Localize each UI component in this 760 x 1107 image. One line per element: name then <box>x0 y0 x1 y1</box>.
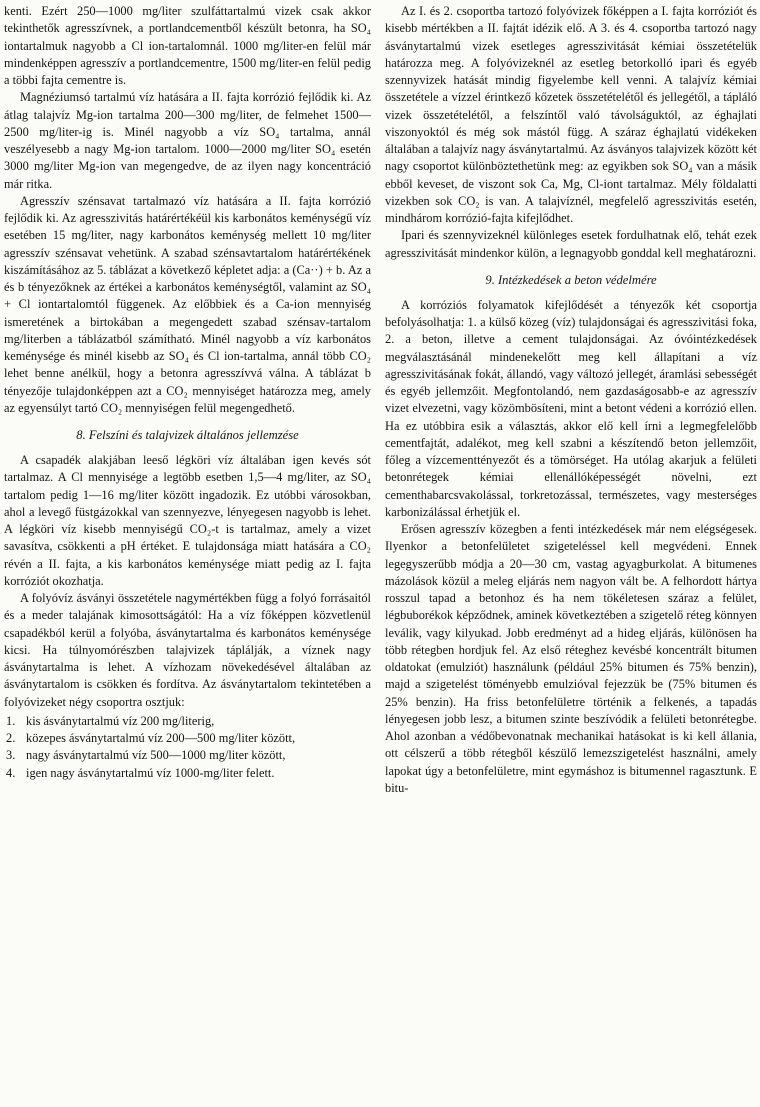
list-item-text: kis ásványtartalmú víz 200 mg/literig, <box>26 713 215 728</box>
list-item-text: igen nagy ásványtartalmú víz 1000-mg/liter felett. <box>26 765 275 780</box>
paragraph: Magnéziumsó tartalmú víz hatására a II. fajta korrózió fejlődik ki. Az átlag talajvíz Mg-ion tartalma 200—300 mg/liter, de felmehet 1500—2500 mg/liter-ig is. Minél nagyobb a víz SO₄ tartalma, annál veszélyesebb a nagy Mg-ion tartalom. 1000—2000 mg/liter SO₄ esetén 3000 mg/liter Mg-ion van megengedve, de az ilyen nagy koncentráció már ritka. <box>4 90 371 191</box>
paragraph: Az I. és 2. csoportba tartozó folyóvizek főképpen a I. fajta korróziót és kisebb mértékben a II. fajtát idézik elő. A 3. és 4. csoportba tartozó nagy ásványtartalmú vizek esetleges agresszivitását kémiai összetételük határozza meg. A folyóvizeknél az esetleg betorkolló ipari és egyéb szennyvizek hatását mindig figyelembe kell venni. A talajvíz kémiai összetétele a vízzel érintkező kőzetek összetételétől és jellegétől, a tápláló vizek összetételétől, a felszíntől való távolságuktól, az éghajlati viszonyoktól és még sok mástól függ. A száraz éghajlatú vidékeken általában a talajvíz nagy ásványtartalmú. Az ásványos talajvizek között két nagy csoportot különböztethetünk meg: az egyikben sok SO₄ van a másik ebből keveset, de viszont sok Ca, Mg, Cl-iont tartalmaz. Mély földalatti vizekben sok CO₂ is van. A talajvíznél, megfelelő agresszivitás esetén, mindhárom korrózió-fajta kifejlődhet. <box>385 4 757 225</box>
paragraph: Ipari és szennyvizeknél különleges esetek fordulhatnak elő, tehát ezek agresszivitását mindenkor külön, a legnagyobb gonddal kell meghatározni. <box>385 228 757 260</box>
list-item-number: 1. <box>6 713 16 728</box>
section-heading-8: 8. Felszíni és talajvizek általános jellemzése <box>76 428 299 442</box>
paragraph: kenti. Ezért 250—1000 mg/liter szulfáttartalmú vizek csak akkor tekinthetők agresszívnek, a portlandcementből készült betonra, ha SO₄ iontartalmuk nagyobb a Cl ion-tartalomnál. 1000 mg/liter-en felül már mindenképpen agresszív a portlandcementre, 1500 mg/liter-en felül pedig a többi fajta cementre is. <box>4 4 371 87</box>
list-item <box>4 730 371 747</box>
list-item-number: 2. <box>6 731 16 745</box>
paragraph: Erősen agresszív közegben a fenti intézkedések már nem elégségesek. Ilyenkor a betonfelületet szigeteléssel kell megvédeni. Ennek legegyszerűbb módja a 20—30 cm, vastag agyagburkolat. A bitumenes mázolások közül a meleg eljárás nem nagyon vált be. A felhordott hártya rosszul tapad a betonhoz és ha nem tökéletesen száraz a felület, légbuborékok képződnek, aminek következtében a szigetelő réteg könnyen leválik, vagy kilyukad. Jobb eredményt ad a hideg eljárás, különösen ha több rétegben hordjuk fel. Az első réteghez kevésbé koncentrált bitumen oldatokat (emulziót) használunk (például 25% bitumen és 75% benzin), majd a szigetelést töményebb emulzióval fejezzük be (75% bitumen és 25% benzin). Ha friss betonfelületre történik a felkenés, a tapadás lényegesen jobb lesz, a bitumen szinte beszívódik a felületi betonrétegbe. Ahol azonban a védőbevonatnak mechanikai hatásokat is ki kell állania, ott célszerű a több rétegből készülő lemezszigetelést használni, amely lapokat úgy a betonfelületre, mint egymáshoz is bitumennel ragasztunk. E bitu- <box>385 522 757 795</box>
right-column <box>385 3 757 797</box>
paragraph: A korróziós folyamatok kifejlődését a tényezők két csoportja befolyásolhatja: 1. a külső közeg (víz) tulajdonságai és agresszivitási foka, 2. a beton, illetve a cement tulajdonságai. Az óvóintézkedések megválasztásánál mindenekelőtt meg kell állapítani a víz agresszivitásának fokát, állandó, vagy változó jellegét, áramlási sebességét és egyéb jellemzőit. Megfontolandó, nem gazdaságosabb-e az agresszív vizet elvezetni, vagy közömbösíteni, mint a betont védeni a korrózió ellen. Ha ez utóbbira esik a választás, akkor elő kell írni a legmegfelelőbb cementfajtát, adalékot, meg kell szabni a készítendő beton jellemzőit, főleg a vízcementtényezőt és a tömörséget. Ha utólag akarjuk a felületi betonrétegek kémiai ellenállóképességét növelni, ezt cementhabarcsvakolással, torkretozással, természetes, vagy mesterséges karbonizálással érhetjük el. <box>385 297 757 519</box>
paragraph: Agresszív szénsavat tartalmazó víz hatására a II. fajta korrózió fejlődik ki. Az agresszivitás határértékéül kis karbonátos keménységű víz esetében 15 mg/liter, nagy karbonátos keménység mellett 10 mg/liter agresszív szénsavat vehetünk. A szabad szénsavtartalom határértékének kiszámításához az 5. táblázat a következő képletet adja: a (Ca··) + b. Az a és b tényezőknek az értékei a karbonátos keménységtől, valamint az SO₄ + Cl iontartalomtól függenek. Az előbbiek és a Ca-ion mennyiség ismeretének a birtokában a megengedett szabad szénsav-tartalom mg/literben a táblázatból számítható. Minél nagyobb a víz karbonátos keménysége és minél kisebb az SO₄ és Cl ion-tartalma, annál több CO₂ lehet benne anélkül, hogy a betonra agresszívvá válna. A táblázat b tényezője tulajdonképpen azt a CO₂ mennyiséget határozza meg, amely az egyensúlyt tartó CO₂ mennyiségen felül megengedhető. <box>4 193 371 415</box>
list-item <box>4 765 371 782</box>
list-item-text: közepes ásványtartalmú víz 200—500 mg/liter között, <box>26 731 296 745</box>
list-item-text: nagy ásványtartalmú víz 500—1000 mg/liter között, <box>26 748 286 763</box>
paragraph: A csapadék alakjában leeső légköri víz általában igen kevés sót tartalmaz. A Cl mennyisége a legtöbb esetben 1,5—4 mg/liter, az SO₄ tartalom pedig 1—16 mg/liter között ingadozik. Ez utóbbi városokban, ahol a levegő füstgázokkal van szennyezve, lényegesen nagyobb is lehet. A légköri víz kisebb mennyiségű CO₂-t is tartalmaz, amely a vizet savasítva, csökkenti a pH értéket. E tulajdonsága miatt hatására a CO₂ révén a II. fajta, a kis karbonátos keménysége miatt pedig az I. fajta korróziót okozhatja. <box>4 453 371 588</box>
left-column <box>4 3 371 782</box>
list-item-number: 3. <box>6 748 16 763</box>
paragraph: A folyóvíz ásványi összetétele nagymértékben függ a folyó forrásaitól és a meder talajának kimosottságától: Ha a víz főképpen közvetlenül csapadékból kerül a folyóba, ásványtartalma és karbonátos keménysége kicsi. Ha túlnyomórészben talajvizek táplálják, a víznek nagy ásványtartalma is lehet. A vízhozam növekedésével általában az ásványtartalom is csökken és fordítva. Az ásványtartalom tekintetében a folyóvizeket négy csoportra osztjuk: <box>4 591 371 709</box>
section-heading-9: 9. Intézkedések a beton védelmére <box>485 272 657 287</box>
list-item <box>4 713 371 730</box>
list-item-number: 4. <box>6 765 16 780</box>
list-item <box>4 747 371 764</box>
mineral-content-list <box>4 713 371 782</box>
